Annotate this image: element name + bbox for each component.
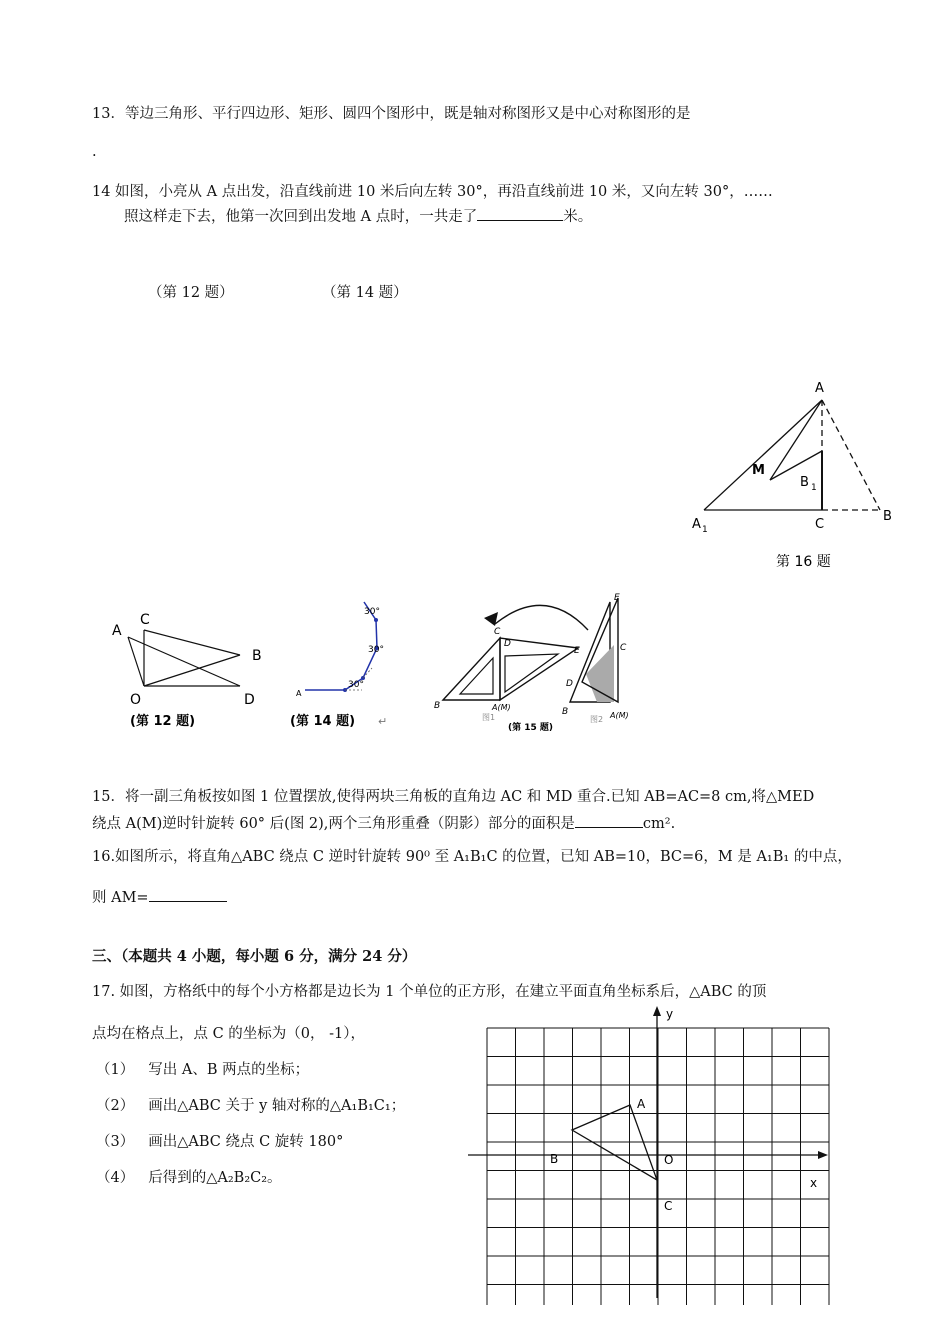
q17-item-3 (96, 1130, 343, 1151)
fig14-caption: (第 14 题) (290, 714, 356, 729)
q17-item-4-text: 后得到的△A₂B₂C₂。 (148, 1170, 282, 1186)
q13-end: . (92, 144, 97, 160)
q17-item-4-num: （4） (96, 1170, 135, 1186)
figure-14 (290, 602, 387, 729)
fig14-A: A (296, 689, 302, 698)
q17-item-3-text: 画出△ABC 绕点 C 旋转 180° (148, 1134, 344, 1150)
q14-line2a: 照这样走下去，他第一次回到出发地 A 点时，一共走了 (124, 209, 478, 225)
label-B1: B (800, 475, 809, 490)
coordinate-grid (460, 1000, 840, 1305)
caption-q12-top: （第 12 题） (148, 285, 234, 301)
q16-blank[interactable] (149, 887, 227, 902)
fig12-caption: (第 12 题) (130, 714, 196, 729)
q15-blank[interactable] (575, 813, 643, 828)
axis-x-label: x (810, 1176, 818, 1190)
q15-line2 (92, 812, 675, 833)
fig14-mark: ↵ (378, 715, 388, 728)
section-3-heading: 三、（本题共 4 小题，每小题 6 分，满分 24 分） (92, 948, 417, 965)
q13-text: 13．等边三角形、平行四边形、矩形、圆四个图形中，既是轴对称图形又是中心对称图形的是 (92, 106, 691, 122)
figure-16 (680, 370, 910, 580)
fig15-E: E (574, 646, 580, 656)
q16-line1: 16.如图所示，将直角△ABC 绕点 C 逆时针旋转 90⁰ 至 A₁B₁C 的位置，已知 AB=10，BC=6，M 是 A₁B₁ 的中点， (92, 849, 852, 865)
fig14-angle3: 30° (364, 607, 380, 617)
caption-q14-top: （第 14 题） (322, 285, 408, 301)
fig12-A: A (112, 623, 122, 639)
figure-row (100, 590, 660, 740)
q17-item-3-num: （3） (96, 1134, 135, 1150)
fig15-AM: A(M) (492, 703, 511, 712)
point-C: C (664, 1199, 673, 1213)
q17-item-2-num: （2） (96, 1098, 135, 1114)
q14-line2 (124, 205, 592, 226)
fig15-E2: E (614, 593, 620, 603)
fig15-caption: (第 15 题) (508, 723, 554, 733)
q14-line2b: 米。 (563, 209, 593, 225)
label-A1-sub: 1 (702, 525, 708, 535)
q17-line1: 17. 如图，方格纸中的每个小方格都是边长为 1 个单位的正方形，在建立平面直角坐标系后，△ABC 的顶 (92, 984, 767, 1000)
fig12-B: B (252, 648, 262, 664)
fig15-B2: B (562, 707, 569, 717)
q14-blank[interactable] (477, 206, 563, 221)
fig14-angle2: 30° (368, 645, 384, 655)
q16-line2 (92, 886, 227, 907)
fig15-fig2: 图2 (590, 715, 604, 724)
fig15-B: B (434, 701, 441, 711)
q16-line2-text: 则 AM= (92, 890, 149, 906)
q17-line2: 点均在格点上，点 C 的坐标为（0， -1）， (92, 1026, 366, 1042)
fig15-C2: C (620, 643, 627, 653)
gridlines (487, 1028, 829, 1305)
q17-item-4 (96, 1166, 282, 1187)
fig15-C: C (494, 627, 501, 637)
fig15-D: D (504, 639, 511, 649)
label-A: A (815, 381, 824, 396)
figure-12 (112, 612, 262, 729)
q14-line1: 14 如图，小亮从 A 点出发，沿直线前进 10 米后向左转 30°，再沿直线前进 10 米，又向左转 30°，…… (92, 184, 773, 200)
q17-item-1-text: 写出 A、B 两点的坐标； (148, 1062, 310, 1078)
fig14-angle1: 30° (348, 680, 364, 690)
label-B1-sub: 1 (811, 483, 817, 493)
fig12-O: O (130, 692, 142, 708)
figure-15 (434, 593, 629, 733)
caption-16: 第 16 题 (776, 554, 831, 570)
q15-line2b: cm². (642, 816, 676, 832)
label-A1: A (692, 517, 701, 532)
label-B: B (883, 509, 892, 524)
q15-line2a: 绕点 A(M)逆时针旋转 60° 后(图 2),两个三角形重叠（阴影）部分的面积是 (92, 816, 575, 832)
q17-item-2-text: 画出△ABC 关于 y 轴对称的△A₁B₁C₁； (148, 1098, 406, 1114)
fig12-C: C (140, 612, 150, 628)
q17-item-1 (96, 1058, 309, 1079)
q15-line1: 15．将一副三角板按如图 1 位置摆放,使得两块三角板的直角边 AC 和 MD 重合.已知 AB=AC=8 cm,将△MED (92, 789, 815, 805)
fig15-D2: D (566, 679, 573, 689)
point-B: B (550, 1152, 559, 1166)
q17-item-2 (96, 1094, 405, 1115)
label-C: C (815, 517, 825, 532)
fig15-fig1: 图1 (482, 713, 496, 722)
origin-O: O (664, 1153, 674, 1167)
label-M: M (752, 463, 765, 478)
q17-item-1-num: （1） (96, 1062, 135, 1078)
fig12-D: D (244, 692, 255, 708)
fig15-AM2: A(M) (610, 711, 629, 720)
axis-y-label: y (666, 1007, 674, 1021)
point-A: A (637, 1097, 646, 1111)
